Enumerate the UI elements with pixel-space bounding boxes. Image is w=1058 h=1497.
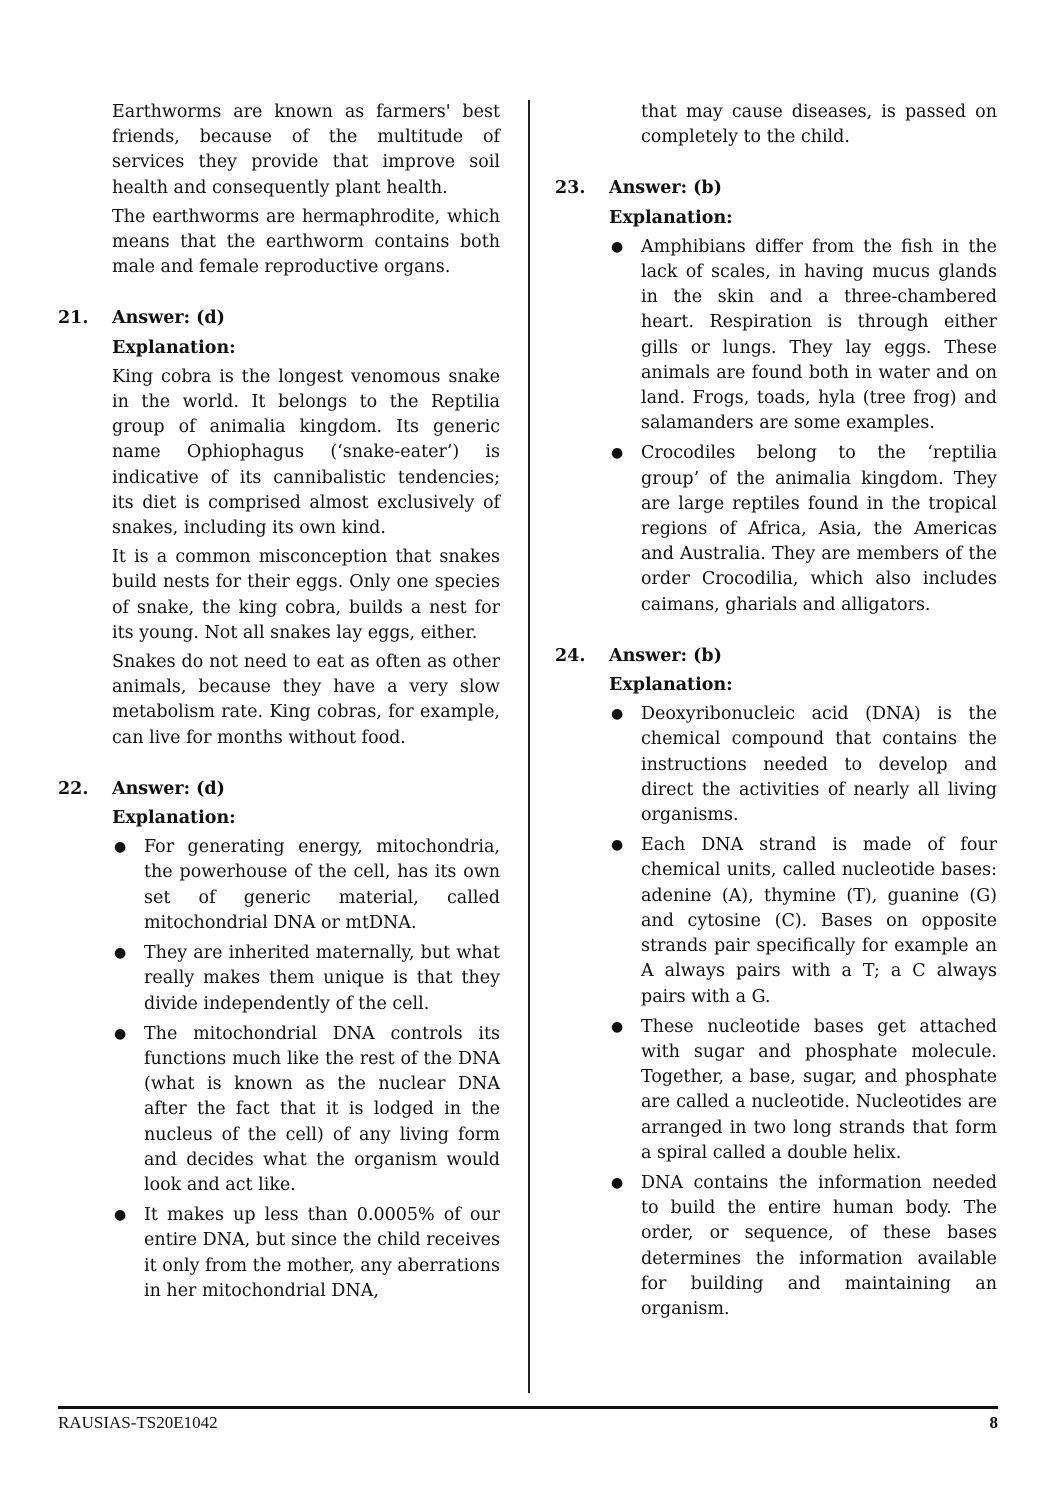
list-item: ● These nucleotide bases get attached with sugar and phosphate molecule. Together, a base, sugar, and phosphate are called a nucleotide. Nucleotides are arranged in two long strands that form a spiral called a double helix. [611, 1016, 997, 1163]
list-item: ● DNA contains the information needed to build the entire human body. The order, or sequence, of these bases determines the information available for building and maintaining an organism. [611, 1172, 997, 1319]
bullet-icon: ● [611, 706, 624, 723]
answer-label: Answer: (b) [609, 645, 722, 666]
bullet-icon: ● [611, 1018, 624, 1035]
question-23-header [555, 176, 997, 201]
intro-paragraph: Earthworms are known as farmers' best friends, because of the multitude of services they provide that improve soil health and consequently plant health. [112, 102, 500, 198]
list-item: ● Amphibians differ from the fish in the lack of scales, in having mucus glands in the skin and a three-chambered heart. Respiration is through either gills or lungs. They lay eggs. These animals are found both in water and on land. Frogs, toads, hyla (tree frog) and salamanders are some examples. [611, 236, 997, 434]
column-divider [528, 100, 530, 1393]
explanation-bullet-list [58, 835, 500, 1304]
explanation-label: Explanation: [112, 808, 236, 829]
right-column [555, 100, 997, 1327]
intro-paragraph: The earthworms are hermaphrodite, which means that the earthworm contains both male and female reproductive organs. [112, 206, 500, 278]
answer-label: Answer: (d) [112, 308, 225, 329]
question-21-header [58, 306, 500, 331]
question-24-header [555, 644, 997, 669]
explanation-paragraph: It is a common misconception that snakes build nests for their eggs. Only one species of snake, the king cobra, builds a nest for its young. Not all snakes lay eggs, either. [112, 547, 500, 643]
list-item: ● Each DNA strand is made of four chemical units, called nucleotide bases: adenine (A), thymine (T), guanine (G) and cytosine (C). Bases on opposite strands pair specifically for example an A always pairs with a T; a C always pairs with a G. [611, 835, 997, 1007]
bullet-icon: ● [611, 238, 624, 255]
explanation-bullet-list [555, 702, 997, 1322]
bullet-icon: ● [114, 1025, 127, 1042]
page-number: 8 [989, 1413, 998, 1432]
question-number: 21. [58, 308, 89, 329]
question-number: 24. [555, 645, 586, 666]
document-code: RAUSIAS-TS20E1042 [58, 1413, 218, 1432]
bullet-icon: ● [611, 445, 624, 462]
list-item: ● They are inherited maternally, but what really makes them unique is that they divide independently of the cell. [114, 943, 500, 1014]
explanation-label: Explanation: [609, 207, 733, 228]
left-column [58, 100, 500, 1309]
list-item: ● Crocodiles belong to the ‘reptilia group’ of the animalia kingdom. They are large reptiles found in the tropical regions of Africa, Asia, the Americas and Australia. They are members of the order Crocodilia, which also includes caimans, gharials and alligators. [611, 443, 997, 615]
question-number: 23. [555, 178, 586, 199]
list-item: ● The mitochondrial DNA controls its functions much like the rest of the DNA (what is known as the nuclear DNA after the fact that it is lodged in the nucleus of the cell) of any living form and decides what the organism would look and act like. [114, 1023, 500, 1195]
question-number: 22. [58, 778, 89, 799]
explanation-paragraph: Snakes do not need to eat as often as other animals, because they have a very slow metabolism rate. King cobras, for example, can live for months without food. [112, 652, 500, 748]
explanation-label: Explanation: [112, 337, 236, 358]
bullet-icon: ● [114, 839, 127, 856]
continued-text: that may cause diseases, is passed on completely to the child. [641, 102, 997, 148]
bullet-icon: ● [611, 837, 624, 854]
bullet-icon: ● [114, 945, 127, 962]
list-item: ● Deoxyribonucleic acid (DNA) is the chemical compound that contains the instructions needed to develop and direct the activities of nearly all living organisms. [611, 704, 997, 826]
explanation-paragraph: King cobra is the longest venomous snake in the world. It belongs to the Reptilia group of animalia kingdom. Its generic name Ophiophagus (‘snake-eater’) is indicative of its cannibalistic tendencies; its diet is comprised almost exclusively of snakes, including its own kind. [112, 366, 500, 539]
bullet-icon: ● [114, 1207, 127, 1224]
answer-label: Answer: (d) [112, 778, 225, 799]
explanation-bullet-list [555, 235, 997, 618]
answer-label: Answer: (b) [609, 178, 722, 199]
footer-rule [58, 1406, 998, 1409]
explanation-label: Explanation: [609, 675, 733, 696]
bullet-icon: ● [611, 1174, 624, 1191]
list-item: ● For generating energy, mitochondria, the powerhouse of the cell, has its own set of generic material, called mitochondrial DNA or mtDNA. [114, 837, 500, 933]
question-22-header [58, 777, 500, 802]
list-item: ● It makes up less than 0.0005% of our entire DNA, but since the child receives it only from the mother, any aberrations in her mitochondrial DNA, [114, 1205, 500, 1301]
